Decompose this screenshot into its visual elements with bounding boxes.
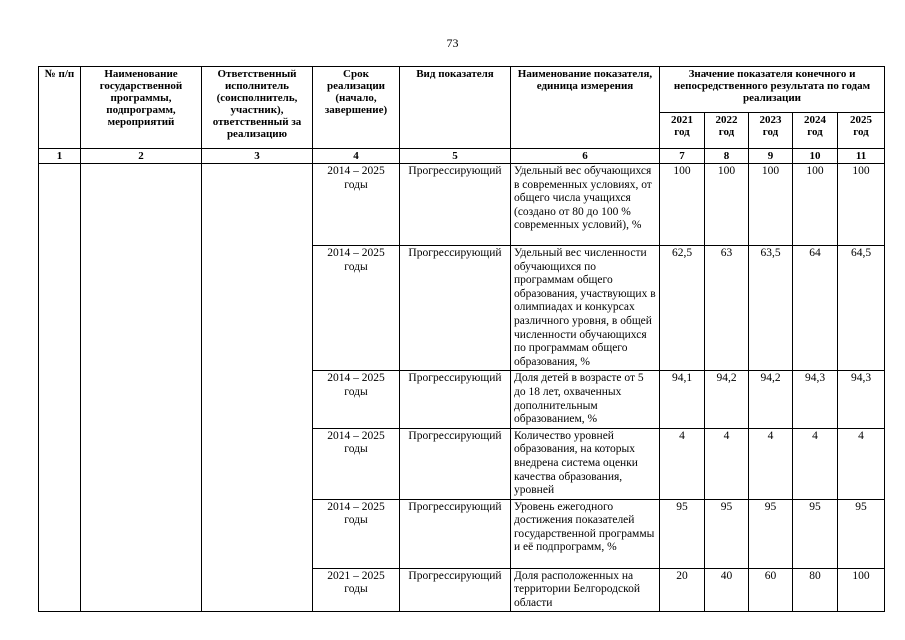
column-number: 2 [81,149,202,164]
cell-value: 4 [705,428,749,499]
cell-term: 2014 – 2025 годы [313,428,400,499]
column-number: 10 [793,149,838,164]
cell-value: 95 [749,499,793,568]
header-year: 2024 год [793,113,838,149]
cell-value: 64,5 [838,246,885,371]
cell-term: 2014 – 2025 годы [313,246,400,371]
cell-value: 4 [793,428,838,499]
cell-value: 94,2 [705,371,749,428]
cell-value: 100 [749,164,793,246]
cell-value: 95 [793,499,838,568]
cell-value: 100 [838,164,885,246]
cell-value: 94,2 [749,371,793,428]
cell-indicator-name: Доля расположенных на территории Белгородской области [511,568,660,612]
cell-value: 4 [660,428,705,499]
header-term: Срок реализации (начало, завершение) [313,67,400,149]
column-number: 6 [511,149,660,164]
cell-number-empty [39,164,81,612]
cell-term: 2021 – 2025 годы [313,568,400,612]
header-number: № п/п [39,67,81,149]
column-number: 8 [705,149,749,164]
column-number: 11 [838,149,885,164]
cell-type: Прогрессирующий [400,164,511,246]
header-year: 2021 год [660,113,705,149]
column-number: 7 [660,149,705,164]
cell-indicator-name: Удельный вес обучающихся в современных условиях, от общего числа учащихся (создано от 80 до 100 % современных условий), % [511,164,660,246]
header-indicator-type: Вид показателя [400,67,511,149]
cell-indicator-name: Количество уровней образования, на которых внедрена система оценки качества образования, уровней [511,428,660,499]
cell-value: 95 [705,499,749,568]
cell-indicator-name: Удельный вес численности обучающихся по программам общего образования, участвующих в олимпиадах и конкурсах различного уровня, в общей численности обучающихся по программам общего образования, % [511,246,660,371]
cell-value: 95 [838,499,885,568]
cell-value: 100 [838,568,885,612]
cell-value: 100 [793,164,838,246]
table-row [39,164,885,246]
header-year: 2022 год [705,113,749,149]
cell-value: 4 [838,428,885,499]
cell-term: 2014 – 2025 годы [313,164,400,246]
cell-value: 4 [749,428,793,499]
cell-program-empty [81,164,202,612]
cell-value: 64 [793,246,838,371]
cell-term: 2014 – 2025 годы [313,371,400,428]
cell-value: 100 [705,164,749,246]
cell-executor-empty [202,164,313,612]
cell-value: 63 [705,246,749,371]
header-values-group: Значение показателя конечного и непосредственного результата по годам реализации [660,67,885,113]
cell-value: 95 [660,499,705,568]
column-number: 9 [749,149,793,164]
column-number: 5 [400,149,511,164]
column-number: 1 [39,149,81,164]
cell-indicator-name: Уровень ежегодного достижения показателей государственной программы и её подпрограмм, % [511,499,660,568]
cell-type: Прогрессирующий [400,428,511,499]
header-program-name: Наименование государственной программы, подпрограмм, мероприятий [81,67,202,149]
cell-value: 62,5 [660,246,705,371]
header-year: 2023 год [749,113,793,149]
cell-value: 100 [660,164,705,246]
header-executor: Ответственный исполнитель (соисполнитель, участник), ответственный за реализацию [202,67,313,149]
cell-type: Прогрессирующий [400,246,511,371]
cell-indicator-name: Доля детей в возрасте от 5 до 18 лет, охваченных дополнительным образованием, % [511,371,660,428]
cell-type: Прогрессирующий [400,568,511,612]
cell-value: 60 [749,568,793,612]
cell-value: 94,3 [793,371,838,428]
cell-term: 2014 – 2025 годы [313,499,400,568]
header-year: 2025 год [838,113,885,149]
column-number: 3 [202,149,313,164]
cell-value: 40 [705,568,749,612]
cell-type: Прогрессирующий [400,371,511,428]
cell-type: Прогрессирующий [400,499,511,568]
cell-value: 80 [793,568,838,612]
cell-value: 94,1 [660,371,705,428]
page-number: 73 [446,36,459,50]
column-number: 4 [313,149,400,164]
cell-value: 94,3 [838,371,885,428]
cell-value: 63,5 [749,246,793,371]
header-indicator-name: Наименование показателя, единица измерения [511,67,660,149]
indicators-table [38,66,885,612]
cell-value: 20 [660,568,705,612]
